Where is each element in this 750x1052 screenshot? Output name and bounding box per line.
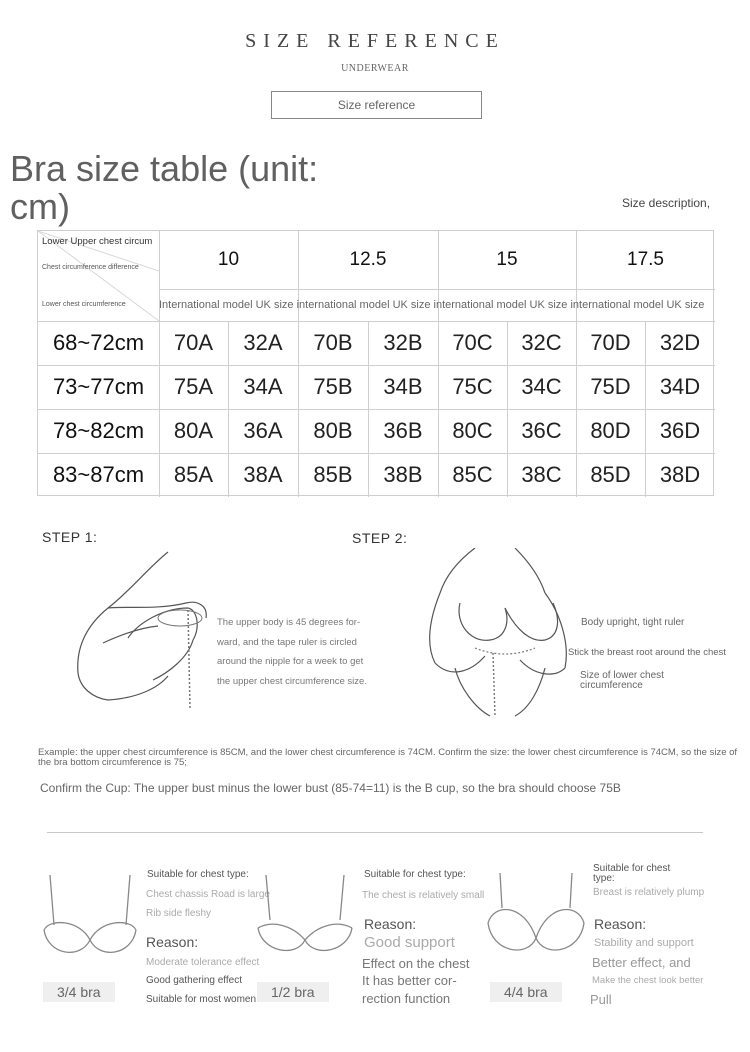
table-cell: 85B — [313, 462, 353, 487]
table-cell: 80D — [590, 418, 631, 443]
table-cell: 32C — [521, 330, 562, 355]
bra-1-2-suitable-title: Suitable for chest type: — [364, 869, 466, 880]
size-description-label: Size description, — [622, 196, 711, 210]
bra-3-4-illustration — [40, 870, 140, 960]
table-cell: 70D — [590, 330, 631, 355]
table-row-label: 78~82cm — [52, 418, 145, 443]
bra-1-2-reason-line: Good support — [364, 934, 455, 951]
bra-size-table — [37, 230, 714, 496]
bra-4-4-suitable-title — [593, 864, 670, 884]
bra-1-2-reason-line: It has better cor- — [362, 973, 457, 988]
table-cell: 70B — [313, 330, 353, 355]
table-cell: 36A — [243, 418, 283, 443]
table-cell: 80A — [173, 418, 214, 443]
bra-3-4-reason-line: Moderate tolerance effect — [146, 957, 260, 968]
table-cell: 75D — [590, 374, 631, 399]
table-cell: 34D — [659, 374, 701, 399]
bra-3-4-label: 3/4 bra — [43, 982, 115, 1002]
table-cell: 32D — [659, 330, 701, 355]
table-cell: 70A — [173, 330, 214, 355]
corner-header-lower: Lower chest circumference — [42, 301, 126, 308]
confirm-cup-text: Confirm the Cup: The upper bust minus the lower bust (85-74=11) is the B cup, so the bra should choose 75B — [40, 781, 621, 795]
bra-4-4-reason-line: Better effect, and — [592, 955, 691, 970]
bra-4-4-reason-line: Make the chest look better — [592, 975, 704, 986]
step-1-label: STEP 1: — [42, 529, 98, 545]
step-1-line: the upper chest circumference size. — [217, 675, 367, 687]
bra-4-4-label: 4/4 bra — [490, 982, 562, 1002]
group-header: 10 — [217, 249, 240, 270]
table-cell: 75A — [173, 374, 214, 399]
bra-1-2-illustration — [252, 870, 358, 960]
page-header-title: SIZE REFERENCE — [245, 30, 505, 52]
table-cell: 32A — [243, 330, 283, 355]
group-header: 12.5 — [349, 249, 387, 270]
step-2-instruction-3 — [580, 671, 664, 691]
bra-4-4-illustration — [484, 868, 588, 960]
table-cell: 34C — [521, 374, 562, 399]
size-table-title: Bra size table (unit: cm) — [10, 148, 319, 227]
corner-header-upper: Lower Upper chest circum — [42, 236, 153, 247]
column-sublabels: International model UK size international model UK size international model UK size international model UK size — [159, 299, 705, 311]
group-header: 15 — [496, 249, 518, 270]
table-cell: 32B — [383, 330, 423, 355]
bra-4-4-reason-title: Reason: — [594, 916, 647, 932]
section-divider — [47, 832, 703, 833]
step-2-line: Size of lower chest — [580, 670, 664, 681]
table-cell: 36B — [383, 418, 423, 443]
bra-1-2-suitable-line: The chest is relatively small — [362, 890, 485, 901]
table-cell: 36C — [521, 418, 562, 443]
table-row-label: 68~72cm — [52, 330, 145, 355]
table-cell: 34B — [383, 374, 423, 399]
bra-3-4-reason-title: Reason: — [146, 934, 199, 950]
table-cell: 85C — [452, 462, 493, 487]
step-1-line: ward, and the tape ruler is circled — [217, 636, 357, 648]
bra-4-4-suitable-line: Breast is relatively plump — [593, 887, 705, 898]
bra-1-2-reason-title: Reason: — [364, 916, 417, 932]
bra-3-4-reason-line: Good gathering effect — [146, 975, 242, 986]
step-2-label: STEP 2: — [352, 530, 408, 546]
step-2-line: circumference — [580, 680, 643, 691]
table-cell: 80B — [313, 418, 353, 443]
bra-4-4-suitable-title-line: Suitable for chest — [593, 863, 671, 874]
table-cell: 38D — [659, 462, 701, 487]
corner-header-difference: Chest circumference difference — [42, 264, 139, 271]
bra-4-4-reason-line: Stability and support — [594, 937, 694, 949]
step-1-illustration — [68, 548, 218, 713]
table-cell: 34A — [243, 374, 283, 399]
table-cell: 75C — [452, 374, 493, 399]
bra-4-4-suitable-title-line: type: — [593, 873, 615, 884]
table-cell: 75B — [313, 374, 353, 399]
table-cell: 38C — [521, 462, 562, 487]
example-text: Example: the upper chest circumference is 85CM, and the lower chest circumference is 74CM. Confirm the size: the lower chest circumference is 74CM, so the size of the bra bottom circumference is 75; — [38, 747, 738, 768]
step-2-illustration — [415, 548, 585, 718]
step-2-instruction-1: Body upright, tight ruler — [581, 617, 685, 628]
group-header: 17.5 — [627, 249, 664, 270]
table-cell: 38A — [243, 462, 283, 487]
bra-3-4-suitable-title: Suitable for chest type: — [147, 869, 249, 880]
step-1-instructions — [217, 613, 367, 691]
bra-1-2-reason-line: Effect on the chest — [362, 956, 470, 971]
bra-3-4-reason-line: Suitable for most women — [146, 994, 257, 1005]
bra-1-2-label: 1/2 bra — [257, 982, 329, 1002]
bra-1-2-reason-line: rection function — [362, 991, 451, 1006]
bra-3-4-suitable-line: Rib side fleshy — [146, 908, 212, 919]
table-cell: 80C — [452, 418, 493, 443]
page-header-subtitle: UNDERWEAR — [341, 63, 409, 74]
step-1-line: The upper body is 45 degrees for- — [217, 617, 361, 628]
table-cell: 85A — [173, 462, 214, 487]
size-reference-box: Size reference — [271, 91, 482, 119]
bra-4-4-reason-line: Pull — [590, 992, 612, 1007]
table-cell: 38B — [383, 462, 423, 487]
step-1-line: around the nipple for a week to get — [217, 656, 364, 667]
bra-3-4-suitable-line: Chest chassis Road is large — [146, 889, 270, 900]
table-cell: 85D — [590, 462, 631, 487]
table-cell: 36D — [659, 418, 701, 443]
table-row-label: 73~77cm — [52, 374, 145, 399]
table-cell: 70C — [452, 330, 493, 355]
table-row-label: 83~87cm — [52, 462, 145, 487]
step-2-instruction-2: Stick the breast root around the chest — [568, 647, 726, 658]
